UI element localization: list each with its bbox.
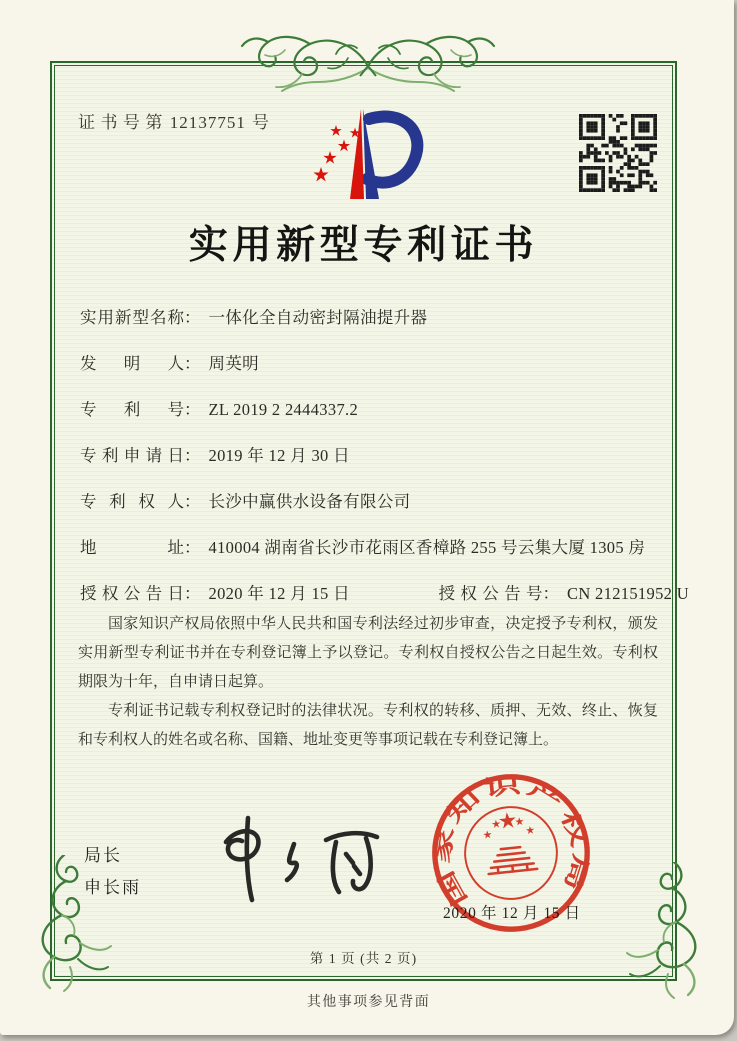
seal-date: 2020 年 12 月 15 日 <box>443 905 581 922</box>
svg-text:国家知识产权局 <box>428 770 594 912</box>
official-seal-icon <box>428 770 594 936</box>
field-application-date: 专利申请日： 2019 年 12 月 30 日 <box>80 446 350 465</box>
certificate-title: 实用新型专利证书 <box>188 224 539 267</box>
seal-org-text: 国家知识产权局 <box>429 774 593 911</box>
certificate-number-suffix: 号 <box>251 113 269 132</box>
field-patentee: 专利权人： 长沙中赢供水设备有限公司 <box>80 492 411 511</box>
field-rows <box>80 304 689 626</box>
certificate-number-prefix: 证书号第 <box>78 113 168 132</box>
field-inventor: 发明人： 周英明 <box>80 354 259 373</box>
floral-ornament-top-icon <box>240 32 496 94</box>
qr-code <box>579 114 657 192</box>
field-patent-number: 专利号： ZL 2019 2 2444337.2 <box>80 400 359 419</box>
legal-paragraph-2: 专利证书记载专利权登记时的法律状况。专利权的转移、质押、无效、终止、恢复和专利权人的姓名或名称、国籍、地址变更等事项记载在专利登记簿上。 <box>78 703 658 748</box>
legal-paragraph-1: 国家知识产权局依照中华人民共和国专利法经过初步审查，决定授予专利权，颁发实用新型专利证书并在专利登记簿上予以登记。专利权自授权公告之日起生效。专利权期限为十年，自申请日起算。 <box>78 616 658 690</box>
field-address: 地址： 410004 湖南省长沙市花雨区香樟路 255 号云集大厦 1305 房 <box>80 538 646 557</box>
back-side-note: 其他事项参见背面 <box>306 995 431 1010</box>
commissioner-block <box>84 840 141 904</box>
commissioner-title: 局长 <box>84 846 123 865</box>
field-utility-model-name: 实用新型名称： 一体化全自动密封隔油提升器 <box>80 308 428 327</box>
field-grant-announcement: 授权公告日： 2020 年 12 月 15 日 授权公告号： CN 212151952 U <box>80 584 689 603</box>
certificate-number-digits: 12137751 <box>169 113 246 132</box>
certificate-number <box>78 108 269 133</box>
commissioner-name: 申长雨 <box>84 878 142 897</box>
commissioner-signature-icon <box>196 806 406 911</box>
page-number: 第 1 页 (共 2 页) <box>309 951 418 966</box>
legal-text <box>78 610 658 755</box>
cnipa-logo-icon <box>303 103 431 205</box>
floral-ornament-bottom-right-icon <box>626 862 726 1000</box>
